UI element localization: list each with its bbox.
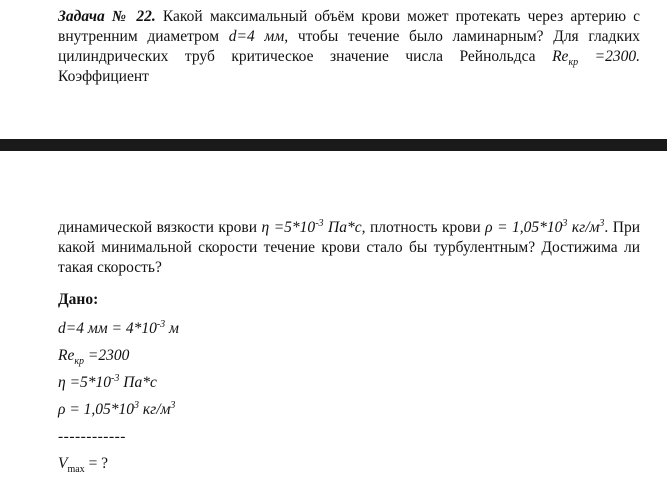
given-reynolds: $Re_{кр} =2300$ bbox=[58, 347, 130, 368]
problem-statement-bottom: динамической вязкости крови $\eta =5*10^{-3}$ Па*с, плотность крови $\rho = 1,05*10^3$ $кг/м^3$. При какой минимальной скорости течение крови стало бы турбулентным? Достижима ли такая скорость? bbox=[58, 217, 641, 276]
problem-text-5: плотность крови bbox=[369, 219, 481, 236]
given-divider: ------------ bbox=[58, 428, 126, 445]
given-heading: Дано: bbox=[58, 291, 99, 308]
problem-text-6: При какой минимальной скорости течение крови стало бы турбулентным? Достижима ли такая скорость? bbox=[58, 219, 641, 276]
given-viscosity: $\eta =5*10^{-3}$ Па*с bbox=[58, 372, 157, 391]
reynolds-subscript: кр bbox=[568, 57, 579, 69]
given-diameter: d=4 мм = $4*10^{-3}$ м bbox=[58, 318, 179, 337]
density-value: $\rho = 1,05*10^3$ $кг/м^3$ bbox=[485, 217, 605, 236]
unknown-velocity: $V_{max}$ = ? bbox=[58, 455, 109, 476]
reynolds-value: =2300. bbox=[594, 48, 641, 65]
problem-text-4: динамической вязкости крови bbox=[58, 219, 258, 236]
given-density: $\rho = 1,05*10^3$ $кг/м^3$ bbox=[58, 399, 176, 418]
diameter-value: d=4 мм, bbox=[228, 28, 289, 45]
problem-text-3: Коэффициент bbox=[58, 68, 149, 85]
problem-label: Задача № 22. bbox=[58, 8, 156, 25]
page-break-bar bbox=[0, 139, 667, 151]
viscosity-value: $\eta =5*10^{-3}$ Па*с, bbox=[261, 217, 366, 236]
reynolds-number bbox=[552, 48, 641, 69]
reynolds-base: Re bbox=[552, 48, 569, 65]
problem-text-1: Какой максимальный объём крови может протекать через артерию с внутренним диаметром bbox=[58, 8, 641, 45]
problem-text-2: чтобы течение было ламинарным? Для гладких цилиндрических труб критическое значение числа Рейнольдса bbox=[58, 28, 641, 65]
problem-statement-top bbox=[58, 7, 640, 87]
